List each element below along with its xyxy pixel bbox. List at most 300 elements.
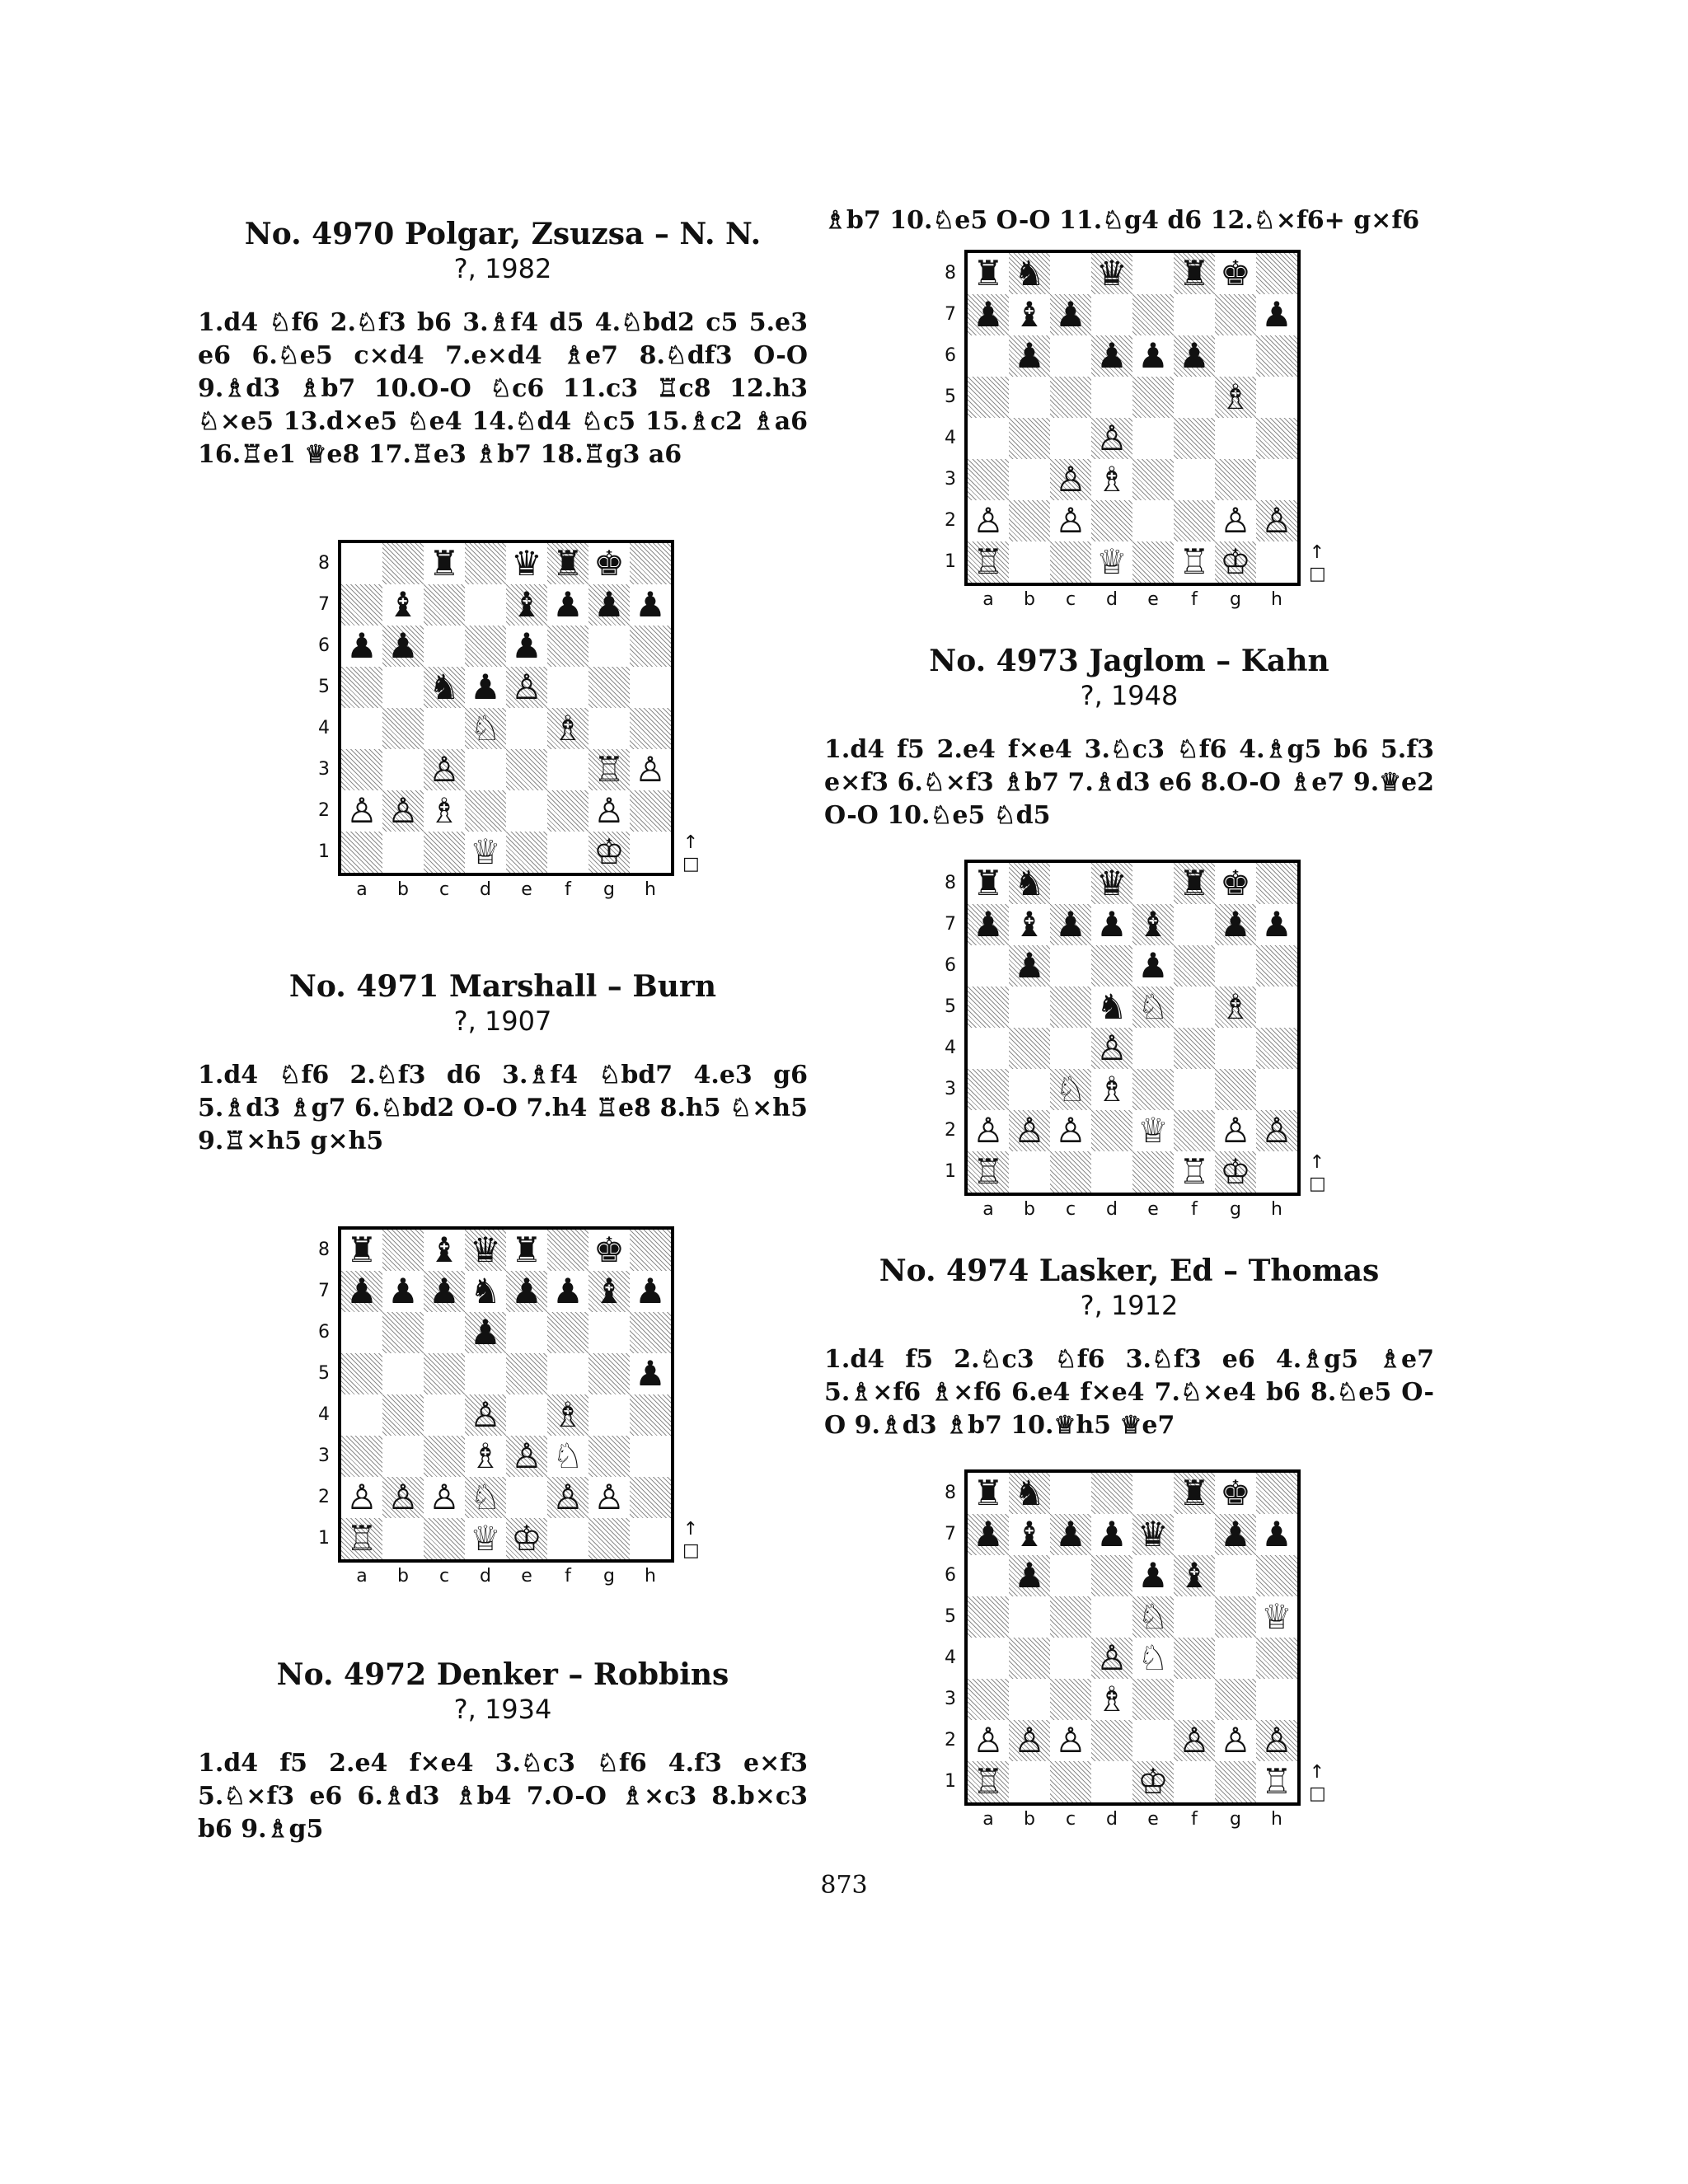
chess-piece: ♙ [1220,500,1251,541]
square-f5 [547,667,588,708]
square-b8 [1009,253,1050,294]
chess-piece: ♖ [1261,1761,1292,1802]
square-g7 [588,1271,630,1312]
chess-piece: ♖ [346,1518,377,1558]
chess-piece: ♟ [1096,904,1128,944]
square-g1 [1215,1151,1256,1193]
white-to-move-icon: □ [1309,1783,1326,1804]
chess-piece: ♙ [1220,1110,1251,1151]
file-label: g [1230,1199,1241,1220]
chess-piece: ♘ [470,708,501,748]
square-d7 [465,584,506,626]
square-d1 [1091,1151,1132,1193]
square-e7 [506,1271,547,1312]
chess-piece: ♚ [593,543,625,583]
square-h6 [1256,945,1297,987]
square-b4 [1009,1638,1050,1679]
square-b6 [382,626,424,667]
chess-piece: ♜ [511,1230,542,1270]
game-moves: 1.d4 f5 2.e4 f×e4 3.♘c3 ♘f6 4.♗g5 b6 5.f3 e×f3 6.♘×f3 ♗b7 7.♗d3 e6 8.O-O ♗e7 9.♕e2 O-O 10.♘e5 ♘d5 [824,735,1434,830]
square-c6 [424,1312,465,1353]
turn-arrow-icon: ↑ [682,1519,699,1540]
square-a6 [341,1312,382,1353]
square-h4 [1256,1638,1297,1679]
rank-label: 4 [318,1404,330,1425]
chess-piece: ♜ [1179,253,1210,293]
file-label: d [1106,1199,1118,1220]
square-b4 [1009,1028,1050,1069]
file-label: d [1106,589,1118,610]
square-b8 [382,543,424,584]
chess-piece: ♙ [346,1477,377,1517]
square-f4 [547,1394,588,1436]
square-d3 [1091,1069,1132,1110]
square-f1 [1174,1761,1215,1802]
rank-label: 7 [318,1281,330,1301]
square-e4 [1132,1638,1174,1679]
square-f2 [1174,500,1215,541]
file-label: c [1065,1199,1076,1220]
square-b1 [1009,541,1050,583]
square-c5 [1050,377,1091,418]
square-d2 [465,790,506,832]
chess-piece: ♙ [1096,1638,1128,1678]
square-d4 [1091,1638,1132,1679]
square-g8 [1215,863,1256,904]
square-f3 [1174,459,1215,500]
square-b3 [1009,459,1050,500]
square-h4 [630,708,671,749]
square-g5 [1215,987,1256,1028]
game-moves: 1.d4 f5 2.e4 f×e4 3.♘c3 ♘f6 4.f3 e×f3 5.♘×f3 e6 6.♗d3 ♗b4 7.O-O ♗×c3 8.b×c3 b6 9.♗g5 [198,1749,808,1844]
chess-piece: ♟ [1096,1514,1128,1554]
square-h5 [1256,987,1297,1028]
game-title: No. 4973 Jaglom – Kahn [929,644,1329,678]
square-f8 [547,1230,588,1271]
square-g8 [1215,253,1256,294]
square-h3 [1256,459,1297,500]
square-a2 [968,1110,1009,1151]
square-b7 [1009,294,1050,335]
rank-label: 7 [945,1524,956,1544]
chess-piece: ♙ [552,1477,584,1517]
square-d6 [465,1312,506,1353]
square-h4 [1256,418,1297,459]
square-f6 [1174,945,1215,987]
square-g6 [1215,335,1256,377]
square-f5 [547,1353,588,1394]
chess-piece: ♝ [1179,1555,1210,1596]
square-h5 [630,667,671,708]
rank-label: 2 [945,510,956,531]
game-4973 [824,643,1434,832]
chess-piece: ♟ [429,1271,460,1311]
square-a8 [968,1473,1009,1514]
square-e7 [1132,904,1174,945]
square-h8 [630,543,671,584]
square-c5 [424,667,465,708]
square-c3 [1050,1679,1091,1720]
square-c5 [1050,987,1091,1028]
square-c5 [1050,1596,1091,1638]
square-g3 [588,1436,630,1477]
game-4974 [824,1253,1434,1442]
square-f8 [1174,863,1215,904]
chess-piece: ♞ [1014,253,1045,293]
square-a7 [968,1514,1009,1555]
square-a8 [341,1230,382,1271]
square-d3 [1091,1679,1132,1720]
square-a5 [341,1353,382,1394]
square-e6 [506,1312,547,1353]
chess-piece: ♖ [973,541,1004,582]
square-e5 [1132,1596,1174,1638]
chess-piece: ♞ [1014,863,1045,903]
square-f1 [547,832,588,873]
square-c7 [424,1271,465,1312]
square-c7 [1050,904,1091,945]
square-c3 [1050,459,1091,500]
chess-piece: ♟ [511,1271,542,1311]
rank-label: 3 [945,1689,956,1709]
chess-piece: ♟ [552,584,584,625]
square-g7 [1215,1514,1256,1555]
chess-piece: ♟ [1179,335,1210,376]
chess-piece: ♟ [1014,945,1045,986]
square-d3 [1091,459,1132,500]
square-f6 [547,1312,588,1353]
square-g5 [1215,377,1256,418]
square-e7 [1132,294,1174,335]
file-label: h [1271,589,1282,610]
chess-piece: ♗ [1096,1069,1128,1109]
square-d8 [1091,1473,1132,1514]
file-label: d [1106,1809,1118,1830]
file-label: b [397,1566,409,1586]
square-e3 [1132,1069,1174,1110]
chess-piece: ♙ [387,790,419,831]
chess-piece: ♟ [635,584,666,625]
square-a1 [341,1518,382,1559]
square-b8 [382,1230,424,1271]
square-b7 [382,584,424,626]
chess-piece: ♞ [1014,1473,1045,1513]
square-a5 [341,667,382,708]
square-f2 [1174,1110,1215,1151]
chess-piece: ♘ [1137,1596,1169,1637]
file-label: h [1271,1199,1282,1220]
rank-label: 3 [945,1079,956,1099]
square-g4 [1215,418,1256,459]
chess-piece: ♟ [1220,1514,1251,1554]
square-e4 [506,1394,547,1436]
rank-label: 7 [945,304,956,325]
rank-label: 8 [945,873,956,893]
chess-piece: ♙ [973,1720,1004,1760]
square-e4 [506,708,547,749]
chess-piece: ♝ [429,1230,460,1270]
square-a4 [968,1638,1009,1679]
square-b2 [1009,1110,1050,1151]
file-label: g [1230,589,1241,610]
chess-piece: ♟ [1055,904,1086,944]
square-g2 [588,1477,630,1518]
square-c1 [1050,541,1091,583]
chess-piece: ♗ [552,1394,584,1435]
chess-piece: ♕ [1261,1596,1292,1637]
square-e4 [1132,418,1174,459]
chess-piece: ♙ [1179,1720,1210,1760]
square-e8 [1132,1473,1174,1514]
chess-piece: ♚ [1220,863,1251,903]
square-a4 [341,708,382,749]
square-e2 [1132,1110,1174,1151]
file-label: a [982,589,994,610]
square-b3 [1009,1679,1050,1720]
chess-piece: ♝ [511,584,542,625]
rank-label: 1 [945,551,956,572]
file-label: d [480,879,491,900]
chess-piece: ♘ [552,1436,584,1476]
square-a6 [968,335,1009,377]
square-d1 [465,832,506,873]
rank-label: 5 [318,1363,330,1384]
square-c2 [424,790,465,832]
square-h8 [630,1230,671,1271]
game-moves: 1.d4 ♘f6 2.♘f3 d6 3.♗f4 ♘bd7 4.e3 g6 5.♗d3 ♗g7 6.♘bd2 O-O 7.h4 ♖e8 8.h5 ♘×h5 9.♖×h5 g×h5 [198,1061,808,1155]
square-b7 [1009,1514,1050,1555]
chess-piece: ♝ [1014,1514,1045,1554]
chess-piece: ♙ [511,1436,542,1476]
chess-piece: ♜ [973,1473,1004,1513]
square-h8 [1256,253,1297,294]
square-g8 [1215,1473,1256,1514]
square-g6 [588,1312,630,1353]
chess-piece: ♜ [973,863,1004,903]
file-label: g [603,879,615,900]
chess-piece: ♗ [1096,459,1128,499]
square-d6 [1091,945,1132,987]
square-b7 [1009,904,1050,945]
page-number: 873 [820,1871,868,1900]
chess-piece: ♙ [1096,1028,1128,1068]
square-e7 [506,584,547,626]
game-subtitle: ?, 1934 [453,1694,552,1725]
square-g3 [1215,1069,1256,1110]
square-g3 [1215,459,1256,500]
chess-piece: ♟ [1137,945,1169,986]
square-c6 [424,626,465,667]
square-h1 [630,1518,671,1559]
chess-piece: ♙ [635,749,666,790]
chess-piece: ♕ [1096,541,1128,582]
file-label: a [356,1566,368,1586]
file-label: b [1024,1199,1035,1220]
chess-piece: ♙ [470,1394,501,1435]
file-label: e [521,879,532,900]
square-a7 [968,904,1009,945]
chess-piece: ♖ [1179,541,1210,582]
square-c8 [424,543,465,584]
square-b8 [1009,1473,1050,1514]
square-g7 [588,584,630,626]
chess-piece: ♙ [1220,1720,1251,1760]
square-g3 [1215,1679,1256,1720]
square-h7 [1256,1514,1297,1555]
chess-piece: ♞ [1096,987,1128,1027]
chess-piece: ♟ [1261,294,1292,335]
square-g6 [588,626,630,667]
square-a3 [968,1069,1009,1110]
square-a2 [968,1720,1009,1761]
square-e3 [506,1436,547,1477]
square-b2 [1009,500,1050,541]
square-h5 [1256,1596,1297,1638]
chess-piece: ♟ [387,1271,419,1311]
square-e6 [1132,1555,1174,1596]
square-f2 [547,790,588,832]
chess-piece: ♟ [1261,1514,1292,1554]
square-a8 [341,543,382,584]
rank-label: 5 [945,996,956,1017]
square-c8 [1050,863,1091,904]
square-c8 [1050,253,1091,294]
square-d7 [1091,294,1132,335]
square-c2 [424,1477,465,1518]
chess-piece: ♖ [1179,1151,1210,1192]
square-h7 [1256,294,1297,335]
square-h3 [630,749,671,790]
file-label: a [982,1199,994,1220]
file-label: f [1191,1809,1198,1830]
rank-label: 3 [945,469,956,490]
chess-piece: ♜ [1179,863,1210,903]
rank-label: 8 [318,1240,330,1260]
rank-label: 7 [945,914,956,935]
chess-piece: ♔ [511,1518,542,1558]
game-title: No. 4972 Denker – Robbins [276,1657,729,1692]
rank-label: 3 [318,1446,330,1466]
square-f3 [547,749,588,790]
chess-piece: ♙ [1055,1720,1086,1760]
rank-label: 4 [318,718,330,738]
chess-piece: ♟ [552,1271,584,1311]
chess-piece: ♕ [1137,1110,1169,1151]
square-a1 [341,832,382,873]
rank-label: 4 [945,428,956,448]
square-d8 [1091,253,1132,294]
square-g3 [588,749,630,790]
chess-piece: ♟ [470,1312,501,1352]
square-d8 [465,543,506,584]
chess-piece: ♛ [470,1230,501,1270]
square-a8 [968,253,1009,294]
square-f4 [1174,1028,1215,1069]
chess-piece: ♚ [593,1230,625,1270]
square-c7 [424,584,465,626]
rank-label: 2 [945,1730,956,1750]
square-g7 [1215,904,1256,945]
square-d7 [1091,1514,1132,1555]
chess-piece: ♝ [387,584,419,625]
square-d5 [465,667,506,708]
square-d7 [465,1271,506,1312]
chess-piece: ♟ [1096,335,1128,376]
rank-label: 6 [945,955,956,976]
square-e8 [506,543,547,584]
chess-piece: ♟ [635,1353,666,1394]
square-a5 [968,1596,1009,1638]
square-e5 [506,667,547,708]
file-label: h [645,879,656,900]
square-f3 [547,1436,588,1477]
file-label: a [356,879,368,900]
chess-piece: ♗ [1096,1679,1128,1719]
square-c4 [1050,1028,1091,1069]
square-d8 [1091,863,1132,904]
square-d1 [1091,1761,1132,1802]
square-h2 [1256,1720,1297,1761]
square-b6 [382,1312,424,1353]
chess-piece: ♜ [1179,1473,1210,1513]
game-subtitle: ?, 1907 [453,1005,552,1037]
square-b1 [1009,1761,1050,1802]
square-f7 [1174,1514,1215,1555]
game-moves: 1.d4 f5 2.♘c3 ♘f6 3.♘f3 e6 4.♗g5 ♗e7 5.♗×f6 ♗×f6 6.e4 f×e4 7.♘×e4 b6 8.♘e5 O-O 9.♗d3 ♗b7 10.♕h5 ♕e7 [824,1345,1434,1440]
square-f2 [547,1477,588,1518]
square-f7 [547,1271,588,1312]
file-label: c [1065,1809,1076,1830]
square-e7 [1132,1514,1174,1555]
square-g2 [1215,500,1256,541]
square-a4 [968,1028,1009,1069]
square-d6 [1091,335,1132,377]
rank-label: 1 [945,1771,956,1792]
rank-label: 3 [318,759,330,780]
square-c3 [1050,1069,1091,1110]
square-g7 [1215,294,1256,335]
file-label: c [1065,589,1076,610]
square-d5 [1091,1596,1132,1638]
rank-label: 5 [318,677,330,697]
square-b4 [382,1394,424,1436]
square-d7 [1091,904,1132,945]
square-h6 [1256,335,1297,377]
rank-label: 6 [945,1565,956,1586]
rank-label: 2 [318,1487,330,1507]
file-label: f [565,879,571,900]
square-d5 [1091,987,1132,1028]
square-e6 [1132,945,1174,987]
square-f1 [1174,1151,1215,1193]
chess-piece: ♟ [346,1271,377,1311]
chess-board [964,860,1301,1196]
square-f3 [1174,1679,1215,1720]
square-c5 [424,1353,465,1394]
square-d4 [1091,1028,1132,1069]
square-d1 [1091,541,1132,583]
file-label: c [438,1566,450,1586]
square-e6 [1132,335,1174,377]
file-label: g [603,1566,615,1586]
square-e3 [1132,1679,1174,1720]
square-d6 [465,626,506,667]
square-h2 [1256,500,1297,541]
square-e2 [1132,1720,1174,1761]
square-g4 [588,1394,630,1436]
file-label: a [982,1809,994,1830]
square-a3 [968,459,1009,500]
